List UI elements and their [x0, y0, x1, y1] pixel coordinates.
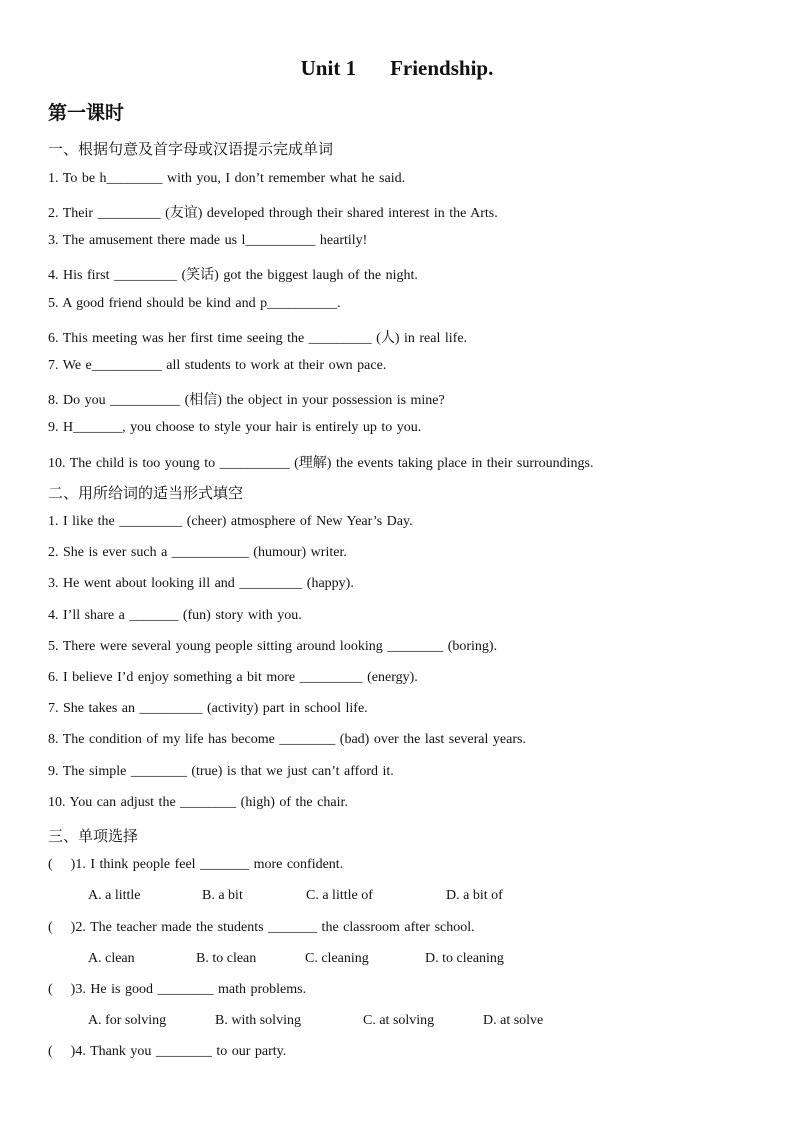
s1-question-8: 8. Do you __________ (相信) the object in your possession is mine? [48, 393, 445, 408]
s2-question-8: 8. The condition of my life has become ________ (bad) over the last several years. [48, 732, 526, 747]
unit-name: Friendship. [390, 56, 494, 80]
option-c: C. cleaning [305, 951, 369, 966]
section-2-heading: 二、用所给词的适当形式填空 [48, 484, 244, 502]
option-d: D. at solve [483, 1013, 544, 1028]
s2-question-1: 1. I like the _________ (cheer) atmosphere of New Year’s Day. [48, 514, 413, 529]
option-d: D. to cleaning [425, 951, 504, 966]
s2-question-7: 7. She takes an _________ (activity) part in school life. [48, 701, 368, 716]
s2-question-4: 4. I’ll share a _______ (fun) story with you. [48, 608, 302, 623]
s1-question-2: 2. Their _________ (友谊) developed through their shared interest in the Arts. [48, 206, 498, 221]
s2-question-2: 2. She is ever such a ___________ (humour) writer. [48, 545, 347, 560]
s3-question-4-stem: ( )4. Thank you ________ to our party. [48, 1044, 287, 1059]
unit-number: Unit 1 [300, 56, 357, 80]
s1-question-4: 4. His first _________ (笑话) got the biggest laugh of the night. [48, 268, 418, 283]
s2-question-9: 9. The simple ________ (true) is that we just can’t afford it. [48, 764, 394, 779]
lesson-label: 第一课时 [48, 102, 125, 124]
section-3-heading: 三、单项选择 [48, 827, 139, 845]
option-d: D. a bit of [446, 888, 503, 903]
s2-question-10: 10. You can adjust the ________ (high) of the chair. [48, 795, 348, 810]
option-c: C. at solving [363, 1013, 435, 1028]
option-b: B. to clean [196, 951, 257, 966]
s1-question-10: 10. The child is too young to __________ (理解) the events taking place in their surroundings. [48, 456, 594, 471]
s1-question-5: 5. A good friend should be kind and p__________. [48, 296, 341, 311]
option-c: C. a little of [306, 888, 373, 903]
s2-question-6: 6. I believe I’d enjoy something a bit more _________ (energy). [48, 670, 418, 685]
s1-question-7: 7. We e__________ all students to work at their own pace. [48, 358, 387, 373]
s3-question-1-stem: ( )1. I think people feel _______ more confident. [48, 857, 344, 872]
s2-question-3: 3. He went about looking ill and _________ (happy). [48, 576, 354, 591]
s2-question-5: 5. There were several young people sitting around looking ________ (boring). [48, 639, 498, 654]
s1-question-1: 1. To be h________ with you, I don’t remember what he said. [48, 171, 406, 186]
s3-question-2-stem: ( )2. The teacher made the students _______ the classroom after school. [48, 920, 475, 935]
option-a: A. a little [88, 888, 141, 903]
s3-question-1-options [88, 888, 688, 908]
option-a: A. for solving [88, 1013, 167, 1028]
s3-question-2-options [88, 951, 688, 971]
section-1-heading: 一、根据句意及首字母或汉语提示完成单词 [48, 140, 334, 158]
option-b: B. with solving [215, 1013, 301, 1028]
s1-question-6: 6. This meeting was her first time seeing the _________ (人) in real life. [48, 331, 468, 346]
option-b: B. a bit [202, 888, 243, 903]
option-a: A. clean [88, 951, 135, 966]
page-title [0, 56, 794, 81]
s1-question-3: 3. The amusement there made us l__________ heartily! [48, 233, 368, 248]
s3-question-3-stem: ( )3. He is good ________ math problems. [48, 982, 307, 997]
s3-question-3-options [88, 1013, 688, 1033]
s1-question-9: 9. H_______, you choose to style your hair is entirely up to you. [48, 420, 422, 435]
